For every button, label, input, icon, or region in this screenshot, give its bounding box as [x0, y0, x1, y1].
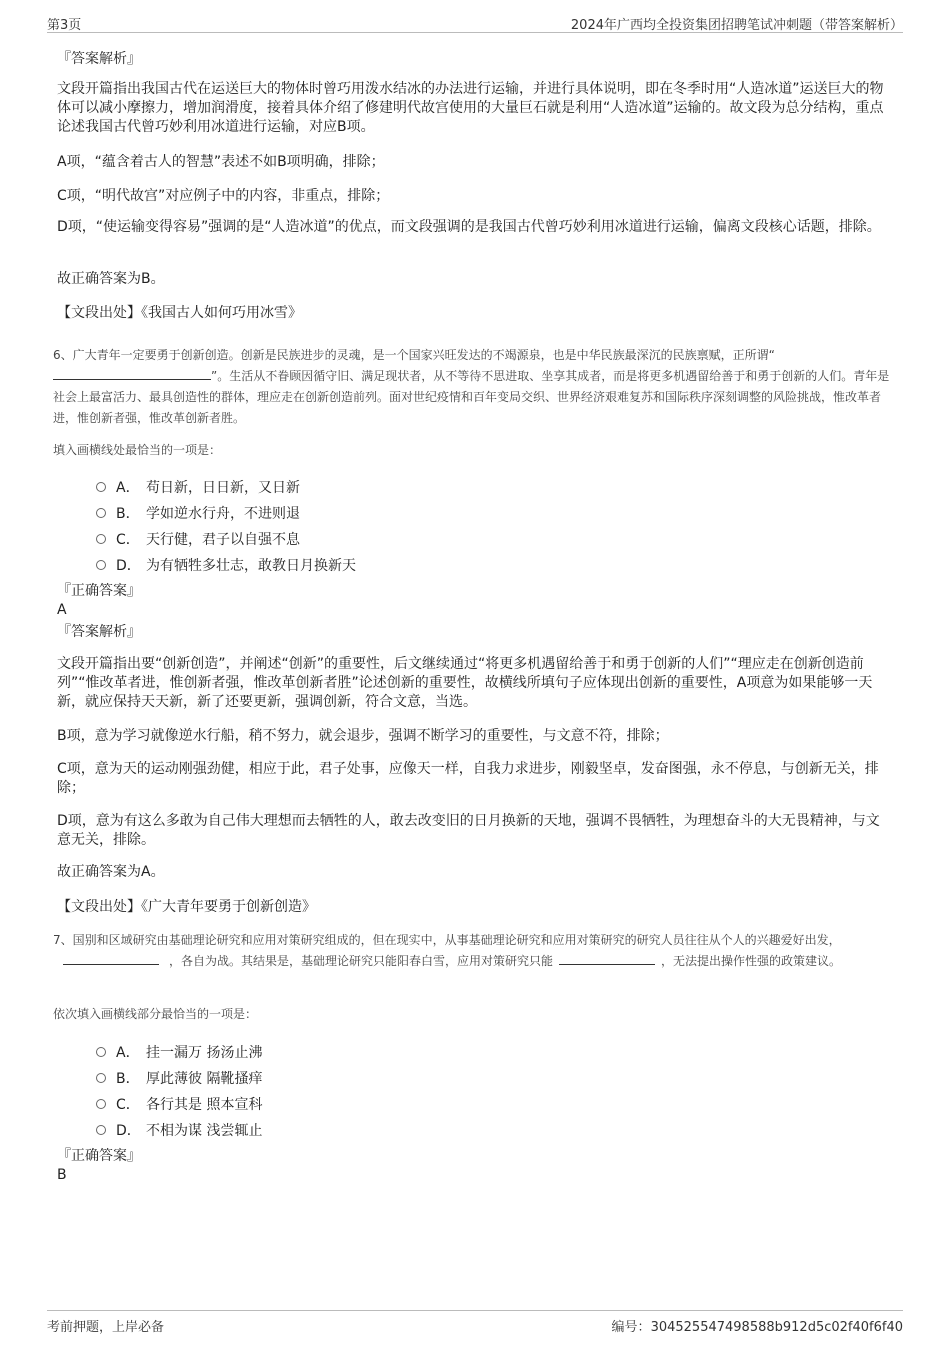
q6-answer: A	[57, 602, 67, 618]
footer-slogan: 考前押题，上岸必备	[47, 1320, 165, 1335]
q6-stem-part1: 6、广大青年一定要勇于创新创造。创新是民族进步的灵魂，是一个国家兴旺发达的不竭源泉，也是中华民族最深沉的民族禀赋，正所谓“	[53, 348, 775, 362]
q7-stem-part2: ，各自为战。其结果是，基础理论研究只能阳春白雪，应用对策研究只能	[169, 954, 554, 968]
q6-analysis-option-d: D项，意为有这么多敢为自己伟大理想而去牺牲的人，敢去改变旧的日月换新的天地，强调不畏牺牲，为理想奋斗的大无畏精神，与文意无关，排除。	[57, 813, 880, 848]
prev-analysis-option-c: C项，“明代故宫”对应例子中的内容，非重点，排除；	[57, 188, 390, 204]
q6-stem	[53, 345, 895, 429]
q7-blank-1	[63, 952, 159, 965]
q7-answer-label: 『正确答案』	[57, 1148, 141, 1164]
q7-answer: B	[57, 1167, 67, 1183]
prev-conclusion: 故正确答案为B。	[57, 271, 165, 287]
q6-option-b[interactable]: B． 学如逆水行舟，不进则退	[96, 503, 300, 523]
radio-icon[interactable]	[96, 1125, 106, 1135]
prev-analysis-option-d: D项，“使运输变得容易”强调的是“人造冰道”的优点，而文段强调的是我国古代曾巧妙利用冰道进行运输，偏离文段核心话题，排除。	[57, 219, 881, 235]
q7-stem-part3: ，无法提出操作性强的政策建议。	[661, 954, 842, 968]
prev-analysis-p1: 文段开篇指出我国古代在运送巨大的物体时曾巧用泼水结冰的办法进行运输，并进行具体说明，即在冬季时用“人造冰道”运送巨大的物体可以减小摩擦力，增加润滑度，接着具体介绍了修建明代故宫使用的大量巨石就是利用“人造冰道”运输的。故文段为总分结构，重点论述我国古代曾巧妙利用冰道进行运输，对应B项。	[57, 81, 884, 135]
q7-stem-part1: 7、国别和区域研究由基础理论研究和应用对策研究组成的，但在现实中，从事基础理论研究和应用对策研究的研究人员往往从个人的兴趣爱好出发，	[53, 933, 841, 947]
q6-instruction: 填入画横线处最恰当的一项是：	[53, 443, 222, 457]
q7-option-b[interactable]: B． 厚此薄彼 隔靴搔痒	[96, 1068, 262, 1088]
radio-icon[interactable]	[96, 1047, 106, 1057]
q6-option-c[interactable]: C． 天行健，君子以自强不息	[96, 529, 300, 549]
document-title: 2024年广西均全投资集团招聘笔试冲刺题（带答案解析）	[570, 18, 903, 33]
prev-source: 【文段出处】《我国古人如何巧用冰雪》	[57, 305, 302, 321]
q6-stem-part2: ”。生活从不眷顾因循守旧、满足现状者，从不等待不思进取、坐享其成者，而是将更多机遇留给善于和勇于创新的人们。青年是社会上最富活力、最具创造性的群体，理应走在创新创造前列。面对世纪疫情和百年变局交织、世界经济艰难复苏和国际秩序深刻调整的风险挑战，惟改革者进，惟创新者强，惟改革创新者胜。	[53, 369, 890, 425]
footer-code-label: 编号：	[611, 1320, 651, 1335]
q6-option-d[interactable]: D． 为有牺牲多壮志，敢教日月换新天	[96, 555, 356, 575]
radio-icon[interactable]	[96, 560, 106, 570]
q6-blank	[53, 367, 211, 380]
footer-code	[612, 1316, 903, 1335]
q6-analysis-option-b: B项，意为学习就像逆水行船，稍不努力，就会退步，强调不断学习的重要性，与文意不符，排除；	[57, 728, 669, 744]
q6-analysis-p1: 文段开篇指出要“创新创造”，并阐述“创新”的重要性，后文继续通过“将更多机遇留给善于和勇于创新的人们”“理应走在创新创造前列”“惟改革者进，惟创新者强，惟改革创新者胜”论述创新的重要性，故横线所填句子应体现出创新的重要性，A项意为如果能够一天新，就应保持天天新，新了还要更新，强调创新，符合文意，当选。	[57, 656, 873, 710]
radio-icon[interactable]	[96, 1073, 106, 1083]
page-number: 第3页	[47, 18, 82, 33]
q7-option-d[interactable]: D． 不相为谋 浅尝辄止	[96, 1120, 262, 1140]
radio-icon[interactable]	[96, 1099, 106, 1109]
q7-option-a[interactable]: A． 挂一漏万 扬汤止沸	[96, 1042, 262, 1062]
q6-analysis-option-c: C项，意为天的运动刚强劲健，相应于此，君子处事，应像天一样，自我力求进步，刚毅坚卓，发奋图强，永不停息，与创新无关，排除；	[57, 761, 879, 796]
q6-option-a[interactable]: A． 苟日新，日日新，又日新	[96, 477, 300, 497]
q6-source: 【文段出处】《广大青年要勇于创新创造》	[57, 899, 316, 915]
page-footer	[47, 1310, 903, 1335]
q6-conclusion: 故正确答案为A。	[57, 864, 165, 880]
footer-code-value: 304525547498588b912d5c02f40f6f40	[650, 1320, 903, 1335]
radio-icon[interactable]	[96, 534, 106, 544]
q6-answer-label: 『正确答案』	[57, 583, 141, 599]
radio-icon[interactable]	[96, 508, 106, 518]
q6-analysis-label: 『答案解析』	[57, 624, 141, 640]
q7-stem	[53, 930, 895, 972]
prev-analysis-label: 『答案解析』	[57, 51, 141, 67]
page-header	[47, 12, 903, 33]
q7-blank-2	[559, 952, 655, 965]
q7-instruction: 依次填入画横线部分最恰当的一项是：	[53, 1007, 258, 1021]
q7-option-c[interactable]: C． 各行其是 照本宣科	[96, 1094, 262, 1114]
radio-icon[interactable]	[96, 482, 106, 492]
prev-analysis-option-a: A项，“蕴含着古人的智慧”表述不如B项明确，排除；	[57, 154, 385, 170]
